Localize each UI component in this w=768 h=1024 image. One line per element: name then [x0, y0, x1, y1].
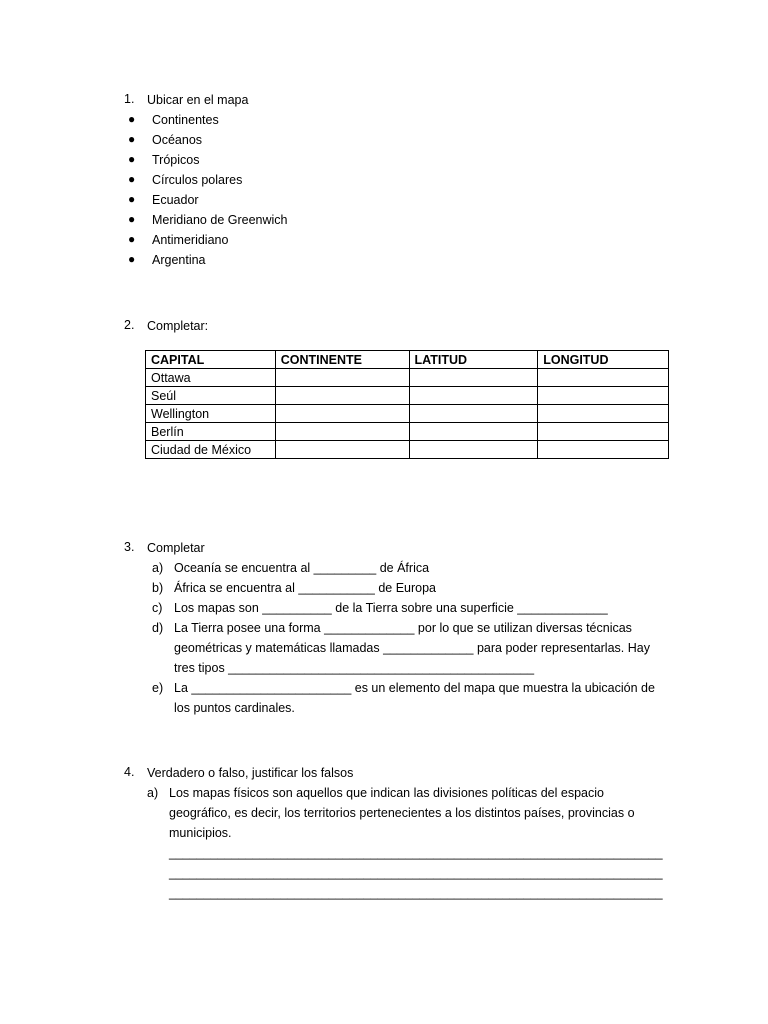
fill-in-text: Los mapas son __________ de la Tierra sobre una superficie _____________ [174, 601, 608, 615]
section-3-number: 3. [124, 540, 135, 554]
bullet-icon: ● [128, 192, 136, 206]
fill-in-text: África se encuentra al ___________ de Europa [174, 581, 436, 595]
item-letter: a) [152, 561, 164, 575]
bullet-icon: ● [128, 172, 136, 186]
item-letter: b) [152, 581, 164, 595]
bullet-icon: ● [128, 212, 136, 226]
table-cell-empty[interactable] [275, 387, 409, 405]
table-header-cell: LONGITUD [538, 351, 669, 369]
table-row [146, 369, 669, 387]
table-cell-capital: Ciudad de México [146, 441, 276, 459]
table-cell-empty[interactable] [409, 423, 538, 441]
item-letter: d) [152, 621, 164, 635]
section-1-number: 1. [124, 92, 135, 106]
table-cell-capital: Seúl [146, 387, 276, 405]
fill-in-text: geométricas y matemáticas llamadas _____________ para poder representarlas. Hay [174, 641, 650, 655]
fill-in-text: los puntos cardinales. [174, 701, 295, 715]
table-cell-empty[interactable] [275, 423, 409, 441]
item-letter: c) [152, 601, 163, 615]
statement-text: Los mapas físicos son aquellos que indican las divisiones políticas del espacio [169, 786, 604, 800]
statement-text: municipios. [169, 826, 232, 840]
table-header-cell: CAPITAL [146, 351, 276, 369]
section-4-number: 4. [124, 765, 135, 779]
table-cell-empty[interactable] [275, 405, 409, 423]
list-item: Argentina [152, 253, 206, 267]
item-letter: a) [147, 786, 159, 800]
table-cell-empty[interactable] [409, 369, 538, 387]
section-1-title: Ubicar en el mapa [147, 93, 249, 107]
table-cell-empty[interactable] [538, 369, 669, 387]
answer-line[interactable]: _______________________________________________________________________ [169, 886, 663, 900]
list-item: Círculos polares [152, 173, 243, 187]
table-row [146, 441, 669, 459]
list-item: Océanos [152, 133, 203, 147]
bullet-icon: ● [128, 152, 136, 166]
list-item: Meridiano de Greenwich [152, 213, 288, 227]
capitals-table [145, 350, 669, 459]
list-item: Ecuador [152, 193, 199, 207]
table-cell-capital: Ottawa [146, 369, 276, 387]
bullet-icon: ● [128, 252, 136, 266]
fill-in-text: Oceanía se encuentra al _________ de África [174, 561, 430, 575]
table-header-cell: LATITUD [409, 351, 538, 369]
table-cell-empty[interactable] [538, 387, 669, 405]
table-header-row [146, 351, 669, 369]
answer-line[interactable]: _______________________________________________________________________ [169, 846, 663, 860]
list-item: Continentes [152, 113, 219, 127]
table-cell-empty[interactable] [275, 441, 409, 459]
table-cell-capital: Berlín [146, 423, 276, 441]
section-4-title: Verdadero o falso, justificar los falsos [147, 766, 354, 780]
table-cell-empty[interactable] [538, 423, 669, 441]
fill-in-text: La Tierra posee una forma _____________ por lo que se utilizan diversas técnicas [174, 621, 632, 635]
section-3-title: Completar [147, 541, 205, 555]
section-2-title: Completar: [147, 319, 209, 333]
table-cell-empty[interactable] [275, 369, 409, 387]
table-cell-empty[interactable] [538, 405, 669, 423]
table-row [146, 387, 669, 405]
bullet-icon: ● [128, 112, 136, 126]
list-item: Trópicos [152, 153, 200, 167]
bullet-icon: ● [128, 232, 136, 246]
fill-in-text: tres tipos ____________________________________________ [174, 661, 535, 675]
answer-line[interactable]: _______________________________________________________________________ [169, 866, 663, 880]
table-row [146, 405, 669, 423]
table-cell-empty[interactable] [409, 441, 538, 459]
table-cell-empty[interactable] [409, 387, 538, 405]
bullet-icon: ● [128, 132, 136, 146]
table-row [146, 423, 669, 441]
statement-text: geográfico, es decir, los territorios pertenecientes a los distintos países, provincias o [169, 806, 635, 820]
table-header-cell: CONTINENTE [275, 351, 409, 369]
table-cell-empty[interactable] [538, 441, 669, 459]
table-cell-empty[interactable] [409, 405, 538, 423]
fill-in-text: La _______________________ es un elemento del mapa que muestra la ubicación de [174, 681, 655, 695]
item-letter: e) [152, 681, 164, 695]
section-2-number: 2. [124, 318, 135, 332]
list-item: Antimeridiano [152, 233, 229, 247]
table-cell-capital: Wellington [146, 405, 276, 423]
